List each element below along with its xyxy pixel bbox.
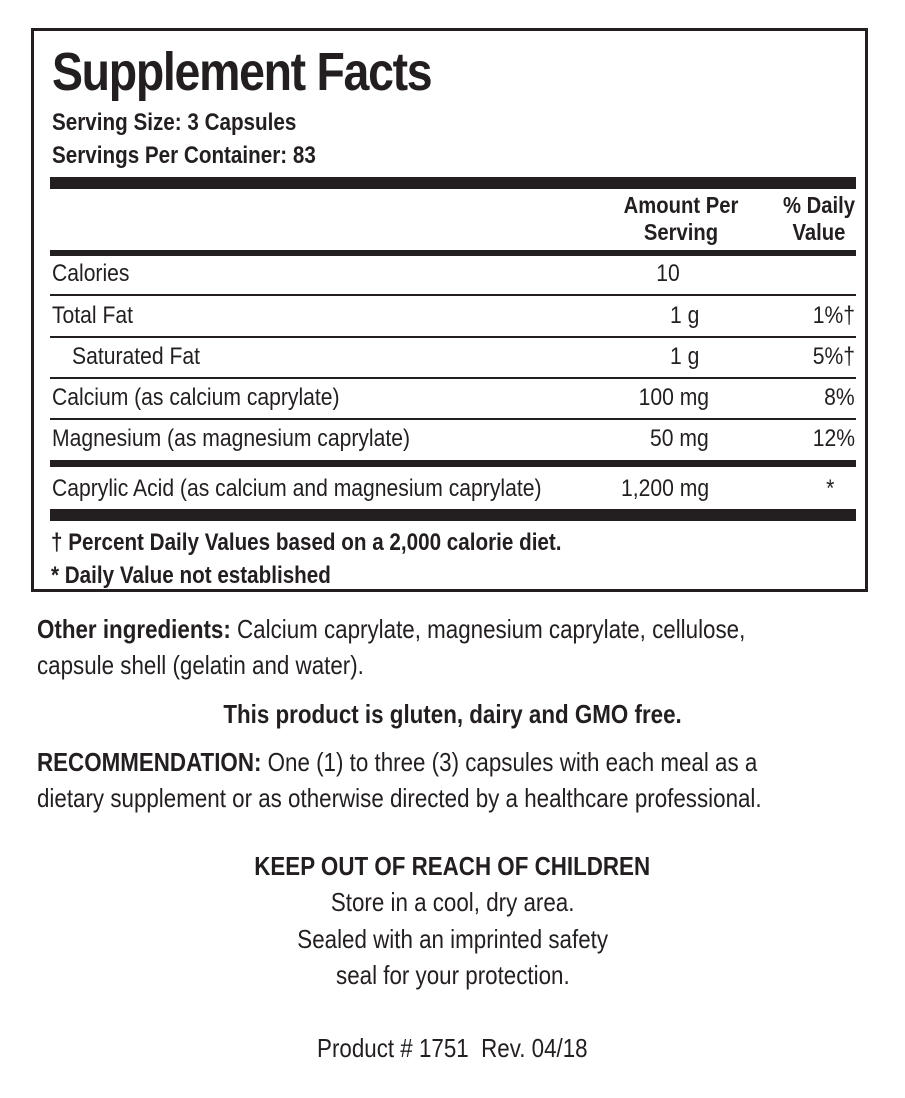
amount-header-line-2: Serving [643, 219, 719, 245]
nutrient-amount: 10 [656, 260, 680, 287]
nutrient-name: Magnesium (as magnesium caprylate) [52, 425, 411, 452]
warning-heading-text: KEEP OUT OF REACH OF CHILDREN [254, 851, 651, 881]
nutrient-amount: 1 g [669, 302, 699, 329]
nutrient-row [50, 469, 856, 509]
recommendation-label: RECOMMENDATION: [37, 747, 262, 777]
nutrient-name: Caprylic Acid (as calcium and magnesium caprylate) [52, 475, 542, 502]
seal-notice-text-2: seal for your protection. [335, 960, 570, 990]
nutrient-name: Calcium (as calcium caprylate) [52, 384, 340, 411]
medium-divider [50, 460, 856, 467]
storage-instruction-text: Store in a cool, dry area. [330, 887, 575, 917]
product-info [0, 1030, 905, 1066]
nutrient-daily-value: 8% [824, 384, 855, 411]
daily-value-header [775, 192, 863, 246]
dv-header-line-2: Value [792, 219, 846, 245]
other-ingredients [37, 611, 745, 647]
seal-notice-line-1 [0, 921, 905, 957]
recommendation-continued: dietary supplement or as otherwise directed by a healthcare professional. [37, 783, 762, 813]
thick-divider-bottom [50, 509, 856, 521]
other-ingredients-label: Other ingredients: [37, 614, 231, 644]
seal-notice-text-1: Sealed with an imprinted safety [297, 924, 608, 954]
nutrient-amount: 1 g [669, 343, 699, 370]
nutrient-row [50, 419, 856, 459]
nutrient-amount: 50 mg [650, 425, 709, 452]
product-info-text: Product # 1751 Rev. 04/18 [317, 1033, 588, 1063]
recommendation-text: One (1) to three (3) capsules with each meal as a [261, 747, 758, 777]
nutrient-name: Saturated Fat [72, 343, 200, 370]
nutrient-daily-value: 1%† [812, 302, 855, 329]
panel-title: Supplement Facts [52, 42, 432, 102]
nutrient-name: Total Fat [52, 302, 134, 329]
nutrient-daily-value: * [825, 475, 834, 502]
storage-instruction [0, 884, 905, 920]
nutrient-row [50, 254, 856, 294]
supplement-facts-panel [31, 28, 868, 592]
amount-per-serving-header [619, 192, 742, 246]
nutrient-row [50, 337, 856, 377]
allergen-statement [0, 696, 905, 732]
footnote-daily-values: † Percent Daily Values based on a 2,000 calorie diet. [51, 529, 562, 556]
seal-notice-line-2 [0, 957, 905, 993]
warning-heading [0, 848, 905, 884]
nutrient-daily-value: 5%† [812, 343, 855, 370]
recommendation [37, 744, 757, 780]
allergen-statement-text: This product is gluten, dairy and GMO free. [223, 699, 682, 729]
nutrient-amount: 1,200 mg [620, 475, 709, 502]
nutrient-row [50, 296, 856, 336]
thick-divider-top [50, 177, 856, 189]
nutrient-name: Calories [52, 260, 130, 287]
amount-header-line-1: Amount Per [623, 192, 739, 218]
nutrient-daily-value: 12% [812, 425, 855, 452]
other-ingredients-continued: capsule shell (gelatin and water). [37, 650, 364, 680]
footnote-not-established: * Daily Value not established [51, 562, 331, 589]
dv-header-line-1: % Daily [782, 192, 855, 218]
serving-size: Serving Size: 3 Capsules [52, 109, 297, 136]
nutrient-amount: 100 mg [638, 384, 709, 411]
other-ingredients-text: Calcium caprylate, magnesium caprylate, cellulose, [230, 614, 746, 644]
servings-per-container: Servings Per Container: 83 [52, 142, 316, 169]
nutrient-row [50, 378, 856, 418]
